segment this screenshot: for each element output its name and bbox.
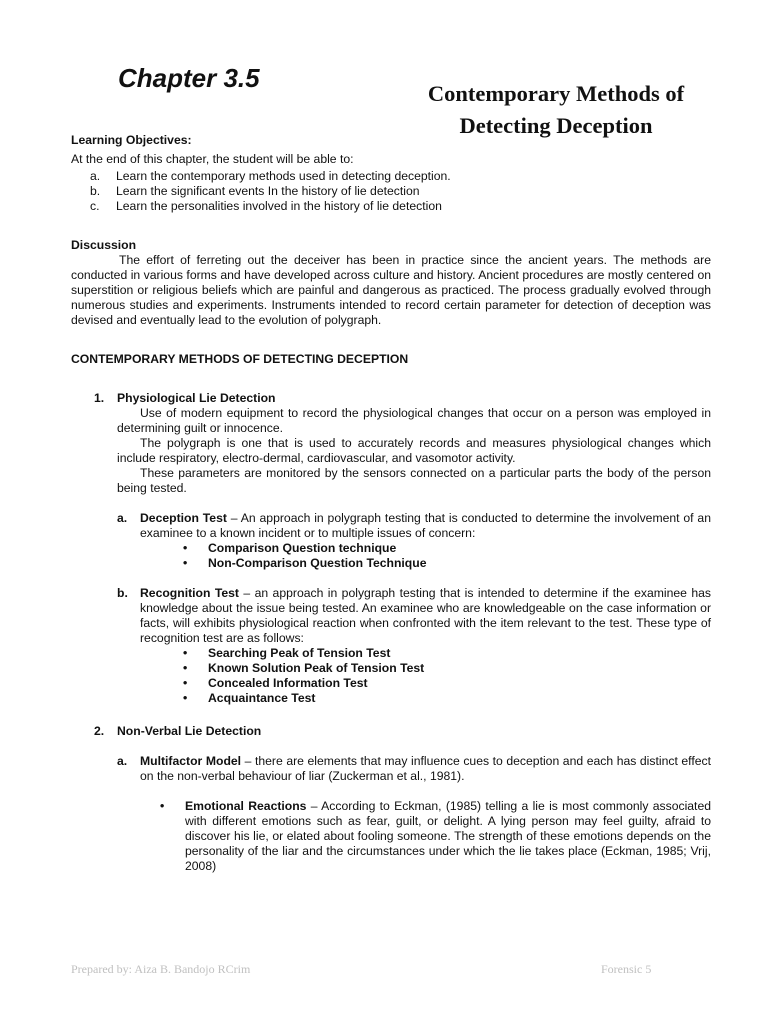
objectives-intro: At the end of this chapter, the student will be able to: [71,152,354,166]
list-item: • Concealed Information Test [183,676,368,690]
term: Recognition Test [140,586,239,600]
term: Emotional Reactions [185,799,307,813]
item-heading: Non-Verbal Lie Detection [117,724,262,738]
paragraph: The polygraph is one that is used to accurately records and measures physiological changes which include respiratory, electro-dermal, cardiovascular, and vasomotor activity. [117,436,711,465]
list-item: • Known Solution Peak of Tension Test [183,661,425,675]
subitem-marker: a. [117,511,128,525]
term: Deception Test [140,511,227,525]
discussion [71,238,711,328]
definition: – an approach in polygraph testing that is intended to determine if the examinee has knowledge about the issue being tested. An examinee who are knowledgeable on the case information or facts, will exhibits physiological reaction when confronted with the item relevant to the test. These type of recognition test are as follows: [140,586,712,645]
list-item: • Acquaintance Test [183,691,316,705]
subitem-multifactor-model [117,754,711,784]
chapter-title-line1: Contemporary Methods of [427,81,685,106]
footer-course: Forensic 5 [601,962,652,976]
subitem-marker: a. [117,754,128,768]
objectives-list [90,169,711,214]
term: Multifactor Model [140,754,242,768]
list-item: c. Learn the personalities involved in the history of lie detection [90,199,442,213]
item-nonverbal [94,724,711,739]
chapter-number: Chapter 3.5 [118,63,260,93]
paragraph: These parameters are monitored by the sensors connected on a particular parts the body of the person being tested. [117,466,711,495]
list-item: • Comparison Question technique [183,541,397,555]
list-item: • Searching Peak of Tension Test [183,646,391,660]
bullet-list [160,799,711,874]
subitem-marker: b. [117,586,128,600]
subitem-recognition-test [117,586,711,706]
bullet-list [140,541,711,571]
discussion-paragraph: The effort of ferreting out the deceiver has been in practice since the ancient years. The methods are conducted in various forms and have developed across culture and history. Ancient procedures are mostly centered on superstition or religious beliefs which are painful and dangerous as practiced. The process gradually evolved through numerous studies and experiments. Instruments intended to record certain parameter for detection of deception was devised and eventually lead to the evolution of polygraph. [71,253,711,327]
item-heading: Physiological Lie Detection [117,391,276,405]
list-item: a. Learn the contemporary methods used in detecting deception. [90,169,451,183]
list-item: • Emotional Reactions – According to Eckman, (1985) telling a lie is most commonly associated with different emotions such as fear, guilt, or delight. A lying person may feel guilty, afraid to discover his lie, or elated about fooling someone. The strength of these emotions depends on the personality of the liar and the circumstances under which the lie takes place (Eckman, 1985; Vrij, 2008) [160,799,711,873]
item-number: 2. [94,724,105,738]
footer-author: Prepared by: Aiza B. Bandojo RCrim [71,962,251,976]
item-physiological [94,391,711,496]
objectives-heading: Learning Objectives: [71,133,192,147]
bullet-list [140,646,711,706]
definition: – An approach in polygraph testing that is conducted to determine the involvement of an examinee to a known incident or to multiple issues of concern: [140,511,711,540]
chapter-title-line2: Detecting Deception [459,113,653,138]
list-item: b. Learn the significant events In the history of lie detection [90,184,420,198]
emotional-reactions [160,799,711,874]
subitem-deception-test [117,511,711,571]
learning-objectives [71,133,711,214]
section-heading: CONTEMPORARY METHODS OF DETECTING DECEPTION [71,352,409,366]
paragraph: Use of modern equipment to record the physiological changes that occur on a person was employed in determining guilt or innocence. [117,406,711,435]
discussion-heading: Discussion [71,238,137,252]
definition: – there are elements that may influence cues to deception and each has distinct effect on the non-verbal behaviour of liar (Zuckerman et al., 1981). [140,754,711,783]
list-item: • Non-Comparison Question Technique [183,556,427,570]
definition: – According to Eckman, (1985) telling a lie is most commonly associated with different emotions such as fear, guilt, or delight. A lying person may feel guilty, afraid to discover his lie, or elated about fooling someone. The strength of these emotions depends on the personality of the liar and the circumstances under which the lie takes place (Eckman, 1985; Vrij, 2008) [185,799,711,873]
item-number: 1. [94,391,105,405]
